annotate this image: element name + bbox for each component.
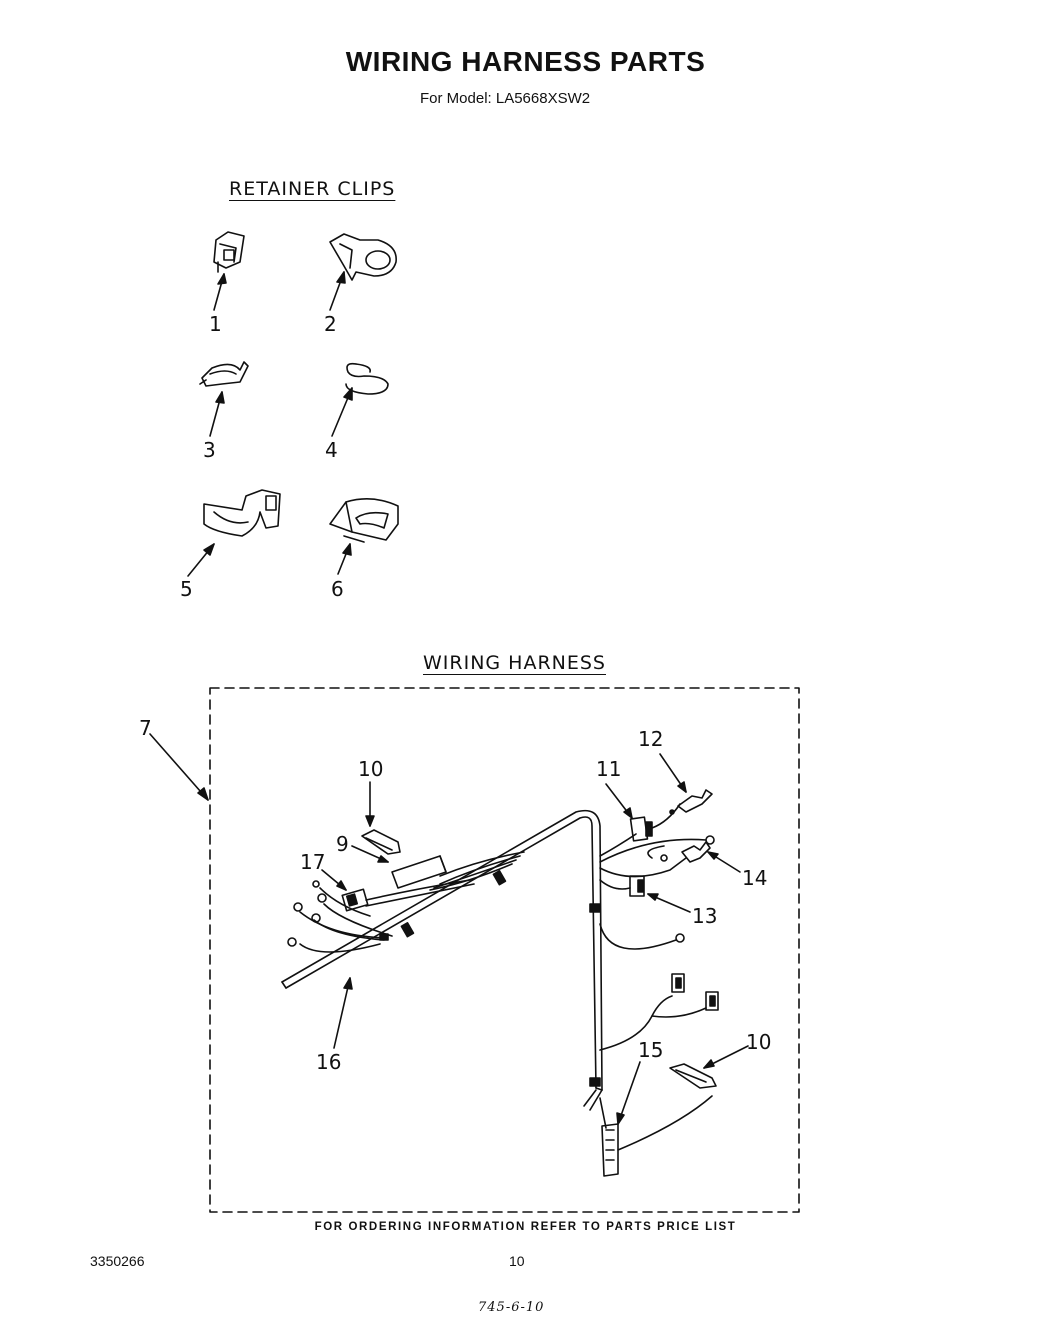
document-number: 3350266 bbox=[90, 1253, 145, 1269]
callout-3: 3 bbox=[203, 438, 216, 462]
harness-dashed-border bbox=[210, 688, 799, 1212]
callout-1: 1 bbox=[209, 312, 222, 336]
wiring-harness-heading: WIRING HARNESS bbox=[423, 652, 606, 674]
callout-10-right: 10 bbox=[746, 1030, 772, 1054]
harness-right-branches bbox=[584, 790, 718, 1176]
callout-17: 17 bbox=[300, 850, 326, 874]
callout-7: 7 bbox=[139, 716, 152, 740]
ordering-note: FOR ORDERING INFORMATION REFER TO PARTS PRICE LIST bbox=[314, 1221, 737, 1233]
callout-11: 11 bbox=[596, 757, 622, 781]
clip-2-drawing bbox=[330, 234, 396, 280]
clip-5-drawing bbox=[204, 490, 280, 536]
handwritten-note: 745-6-10 bbox=[478, 1300, 545, 1315]
callout-14: 14 bbox=[742, 866, 768, 890]
callout-12: 12 bbox=[638, 727, 664, 751]
callout-6: 6 bbox=[331, 577, 344, 601]
harness-main-trunk bbox=[282, 811, 602, 1090]
callout-10-left: 10 bbox=[358, 757, 384, 781]
page-title: WIRING HARNESS PARTS bbox=[345, 46, 706, 77]
callout-2: 2 bbox=[324, 312, 337, 336]
callout-4: 4 bbox=[325, 438, 338, 462]
clip-1-drawing bbox=[214, 232, 244, 272]
retainer-clips-heading: RETAINER CLIPS bbox=[229, 178, 396, 200]
callout-5: 5 bbox=[180, 577, 193, 601]
clip-6-drawing bbox=[330, 499, 398, 542]
callout-13: 13 bbox=[692, 904, 718, 928]
callout-7-arrow bbox=[150, 734, 208, 800]
callout-16: 16 bbox=[316, 1050, 342, 1074]
clip-3-drawing bbox=[200, 362, 248, 386]
callout-9: 9 bbox=[336, 832, 349, 856]
page-number: 10 bbox=[509, 1253, 525, 1269]
model-subtitle: For Model: LA5668XSW2 bbox=[420, 90, 591, 107]
callout-15: 15 bbox=[638, 1038, 664, 1062]
